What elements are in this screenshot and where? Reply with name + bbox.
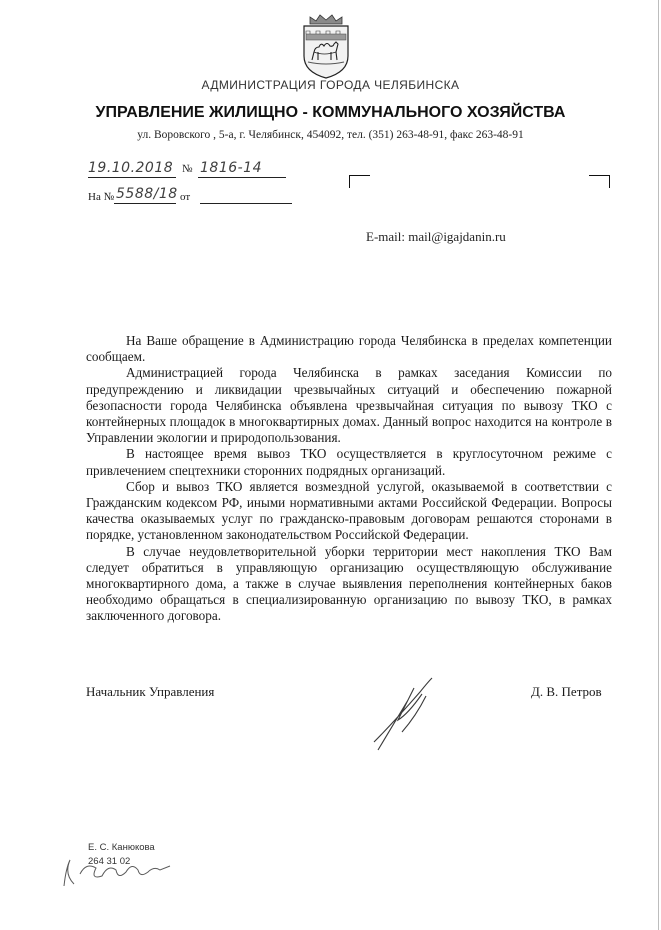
registration-number: 1816-14 [200, 160, 262, 176]
date-underline [88, 177, 176, 178]
signatory-name: Д. В. Петров [531, 684, 602, 699]
body-paragraph: Администрацией города Челябинска в рамках заседания Комиссии по предупреждению и ликвидации чрезвычайных ситуаций и обеспечению пожарной безопасности города Челябинска объявлена чрезвычайная ситуация по вывозу ТКО с контейнерных площадок в многоквартирных домах. Данный вопрос находится на контроле в Управлении экологии и природопользования. [86, 365, 612, 446]
handwritten-signature [368, 670, 448, 760]
letter-body [86, 333, 612, 625]
coat-of-arms-icon [296, 14, 356, 80]
department-title: УПРАВЛЕНИЕ ЖИЛИЩНО - КОММУНАЛЬНОГО ХОЗЯЙСТВА [95, 104, 566, 121]
recipient-email: E-mail: mail@igajdanin.ru [366, 229, 506, 244]
number-label: № [182, 163, 193, 175]
reference-date-underline [200, 203, 292, 204]
address-corner-left [349, 175, 370, 188]
reference-underline [114, 203, 176, 204]
reference-from-label: от [180, 191, 191, 203]
body-paragraph: В настоящее время вывоз ТКО осуществляется в круглосуточном режиме с привлечением спецтехники сторонних подрядных организаций. [86, 446, 612, 478]
body-paragraph: В случае неудовлетворительной уборки территории мест накопления ТКО Вам следует обратиться в управляющую организацию осуществляющую обслуживание многоквартирного дома, а также в случае выявления переполнения контейнерных баков необходимо обращаться в специализированную организацию по вывозу ТКО, в рамках заключенного договора. [86, 543, 612, 624]
reference-number: 5588/18 [116, 186, 178, 202]
registration-row [88, 160, 308, 182]
executor-phone: 264 31 02 [88, 856, 131, 867]
handwritten-scribble [60, 846, 190, 892]
signatory-title: Начальник Управления [86, 684, 215, 699]
body-paragraph: Сбор и вывоз ТКО является возмездной услугой, оказываемой в соответствии с Гражданским кодексом РФ, иными нормативными актами Российской Федерации. Вопросы качества оказываемых услуг по гражданско-правовым договорам решаются сторонами в порядке, установленном законодательством Российской Федерации. [86, 478, 612, 543]
department-address: ул. Воровского , 5-а, г. Челябинск, 454092, тел. (351) 263-48-91, факс 263-48-91 [137, 129, 524, 141]
reference-label: На № [88, 191, 115, 203]
address-corner-right [589, 175, 610, 188]
administration-name: АДМИНИСТРАЦИЯ ГОРОДА ЧЕЛЯБИНСКА [201, 78, 460, 92]
registration-date: 19.10.2018 [88, 160, 174, 176]
body-paragraph: На Ваше обращение в Администрацию города Челябинска в пределах компетенции сообщаем. [86, 333, 612, 365]
reference-row [88, 186, 308, 208]
number-underline [198, 177, 286, 178]
executor-name: Е. С. Канюкова [88, 842, 155, 853]
